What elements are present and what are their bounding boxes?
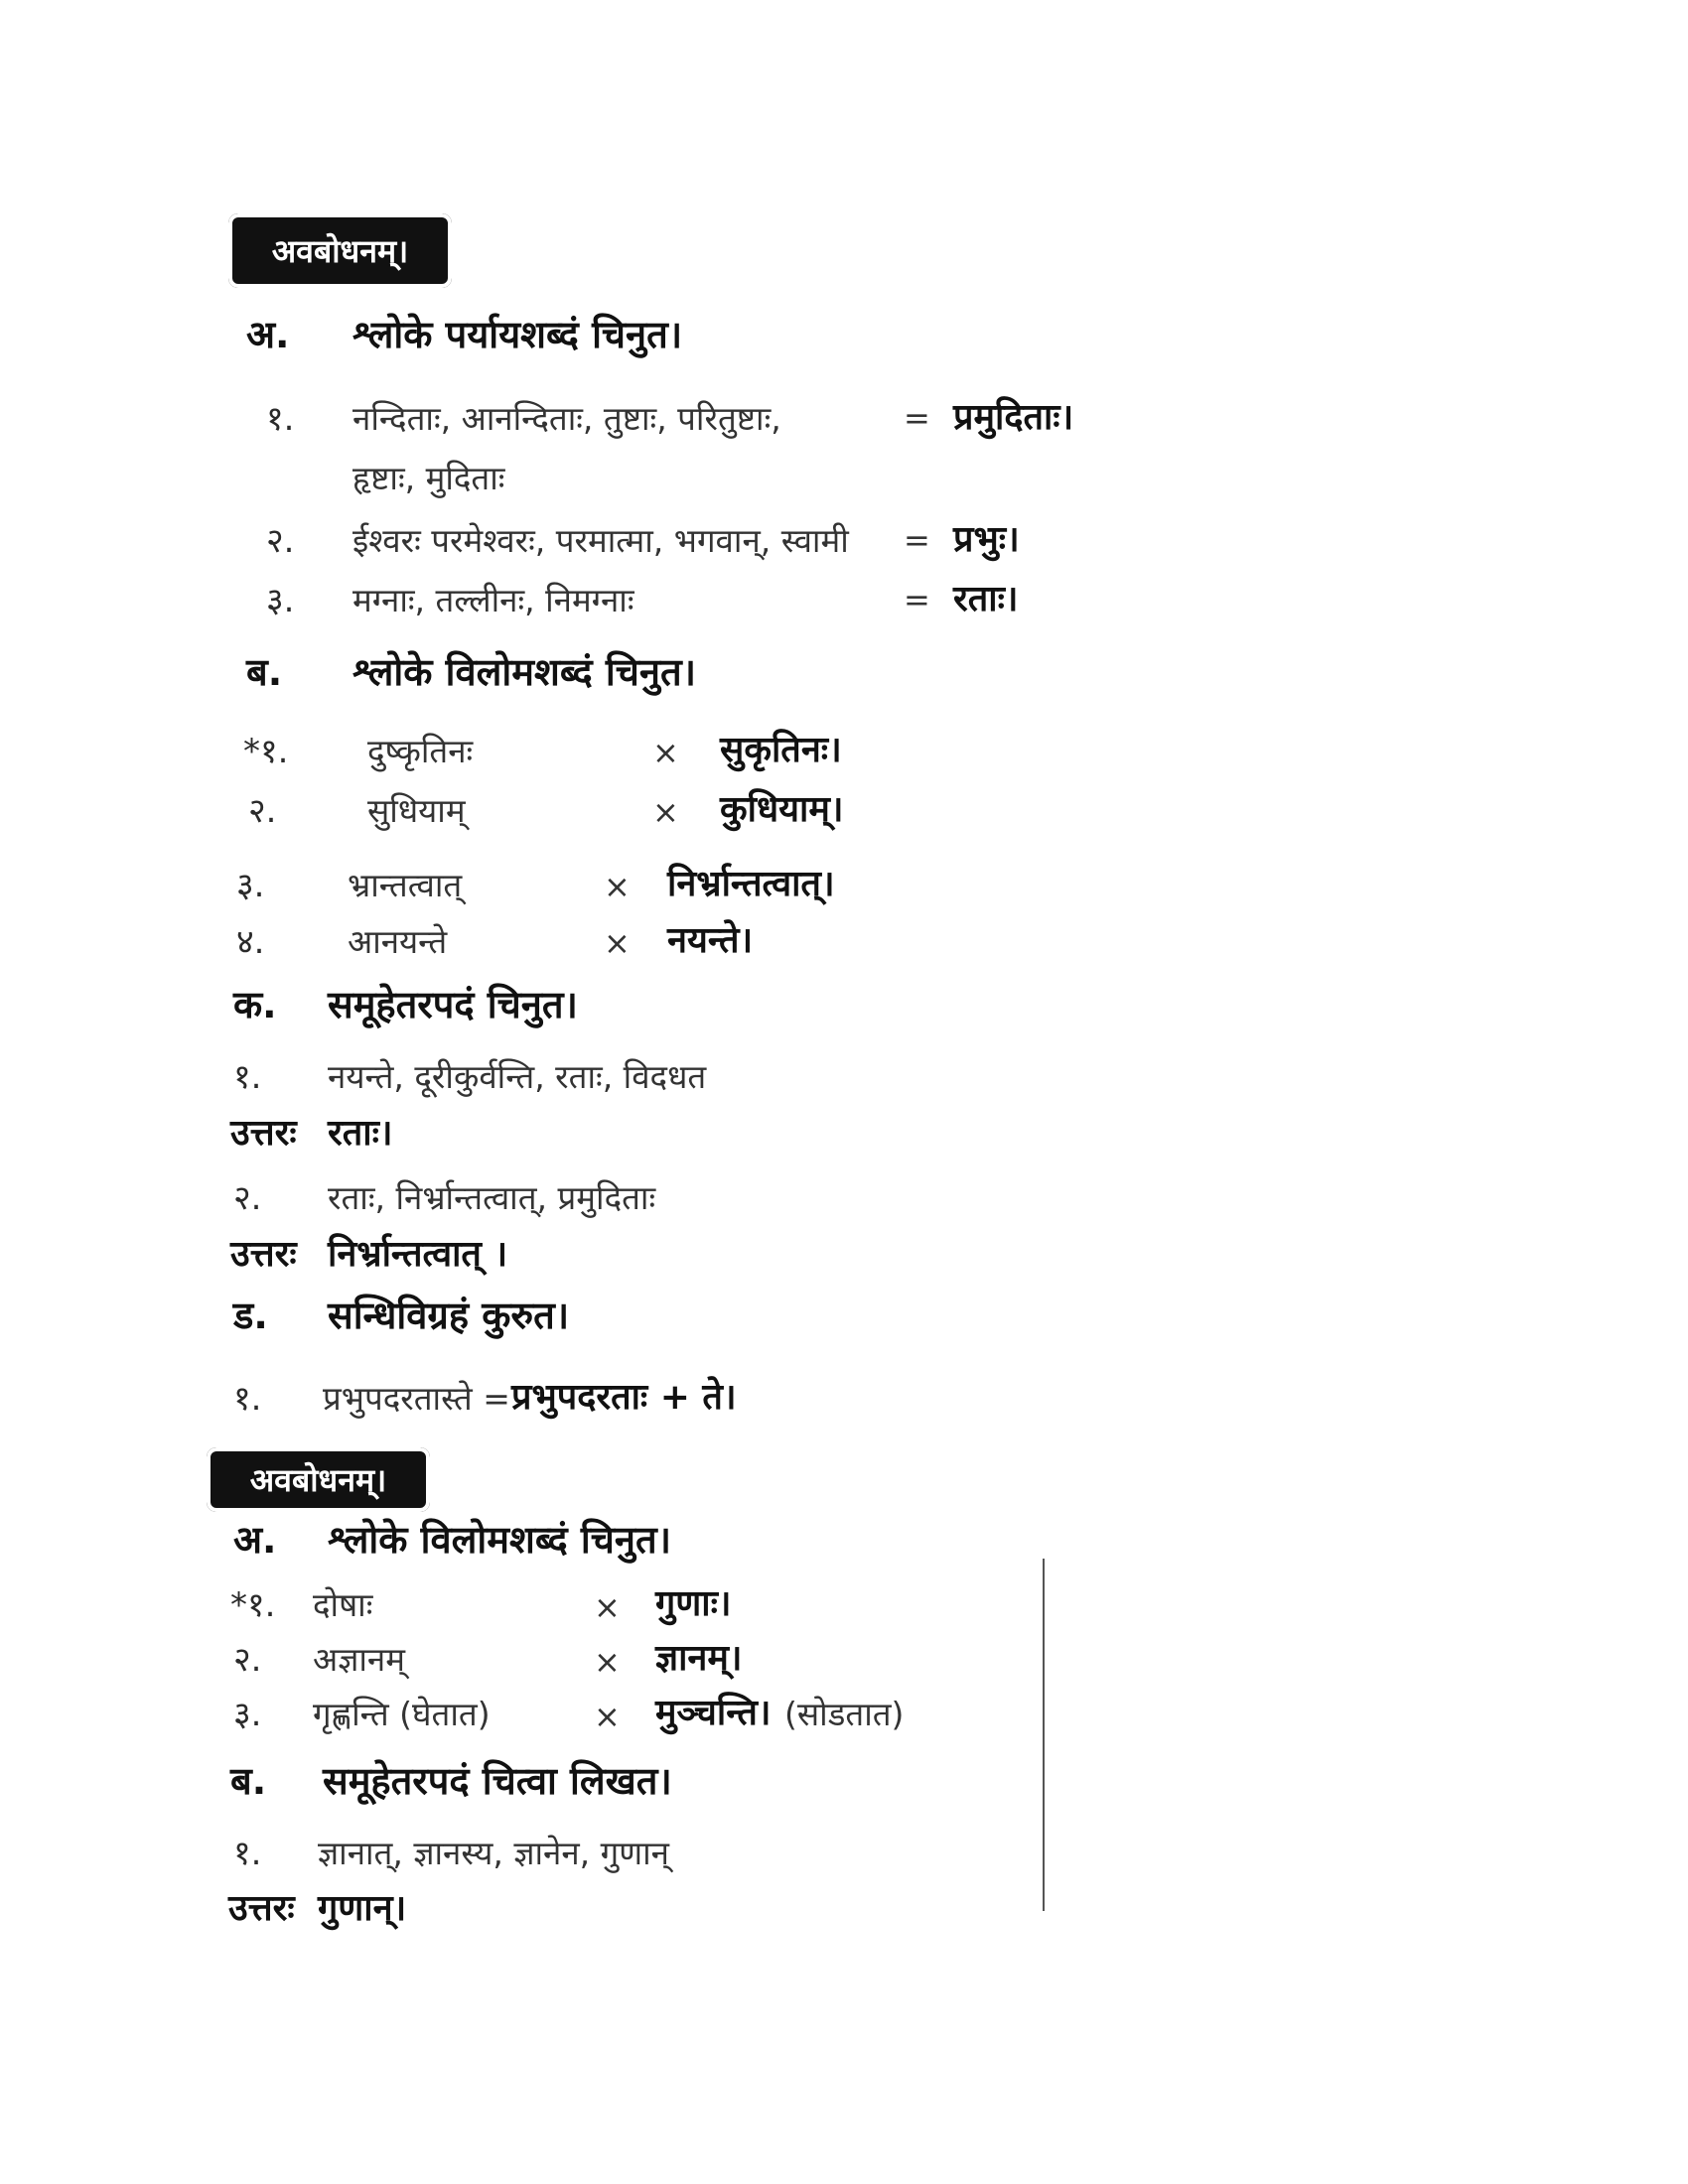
opposite-sign: × bbox=[604, 868, 631, 905]
equals-sign: = bbox=[904, 521, 930, 559]
item-answer: सुकृतिनः। bbox=[720, 730, 842, 770]
margin-line bbox=[1043, 1559, 1045, 1911]
item-answer: मुञ्चन्ति। bbox=[655, 1693, 772, 1733]
question-label: क. bbox=[233, 983, 277, 1026]
item-answer: प्रभुः। bbox=[953, 519, 1020, 560]
item-number: २. bbox=[266, 521, 295, 561]
item-word: अज्ञानम् bbox=[313, 1640, 405, 1679]
item-text: रताः, निर्भ्रान्तत्वात्, प्रमुदिताः bbox=[328, 1178, 656, 1217]
item-text-continued: हृष्टाः, मुदिताः bbox=[352, 459, 505, 497]
item-text: नन्दिताः, आनन्दिताः, तुष्टाः, परितुष्टाः, bbox=[352, 399, 781, 438]
item-number: १. bbox=[233, 1379, 262, 1419]
item-number: *१. bbox=[243, 732, 289, 771]
question-heading: समूहेतरपदं चिनुत। bbox=[328, 983, 578, 1026]
item-number: १. bbox=[233, 1834, 262, 1873]
answer-label: उत्तरः bbox=[230, 1113, 297, 1154]
question-label: अ. bbox=[246, 313, 290, 356]
section-badge: अवबोधनम्। bbox=[228, 213, 452, 288]
item-word: सुधियाम् bbox=[367, 791, 466, 830]
item-number: ३. bbox=[236, 866, 265, 905]
question-heading: श्लोके पर्यायशब्दं चिनुत। bbox=[352, 313, 683, 356]
item-text: प्रभुपदरतास्ते = bbox=[323, 1379, 510, 1418]
item-word: भ्रान्तत्वात् bbox=[348, 866, 463, 904]
opposite-sign: × bbox=[594, 1588, 621, 1626]
item-answer: गुणान्। bbox=[318, 1888, 407, 1929]
item-number: २. bbox=[248, 791, 277, 831]
opposite-sign: × bbox=[604, 924, 631, 962]
item-number: *१. bbox=[230, 1585, 276, 1625]
opposite-sign: × bbox=[594, 1698, 621, 1735]
item-number: २. bbox=[233, 1640, 262, 1680]
item-number: ३. bbox=[266, 581, 295, 620]
answer-label: उत्तरः bbox=[228, 1888, 295, 1929]
item-number: १. bbox=[233, 1057, 262, 1097]
item-text: नयन्ते, दूरीकुर्वन्ति, रताः, विदधत bbox=[328, 1057, 707, 1096]
item-answer: निर्भ्रान्तत्वात्। bbox=[667, 864, 835, 904]
equals-sign: = bbox=[904, 581, 930, 618]
item-word: आनयन्ते bbox=[348, 922, 448, 961]
item-word: गृह्णन्ति (घेतात) bbox=[313, 1695, 491, 1733]
equals-sign: = bbox=[904, 399, 930, 437]
item-answer: प्रमुदिताः। bbox=[953, 397, 1074, 438]
item-answer: प्रभुपदरताः + ते। bbox=[511, 1377, 737, 1418]
question-label: ब. bbox=[246, 650, 283, 694]
opposite-sign: × bbox=[594, 1643, 621, 1681]
question-label: ब. bbox=[230, 1759, 267, 1803]
item-answer: कुधियाम्। bbox=[720, 789, 844, 830]
opposite-sign: × bbox=[652, 734, 679, 771]
question-label: अ. bbox=[233, 1518, 277, 1562]
question-heading: समूहेतरपदं चित्वा लिखत। bbox=[323, 1759, 672, 1803]
opposite-sign: × bbox=[652, 793, 679, 831]
item-text: ज्ञानात्, ज्ञानस्य, ज्ञानेन, गुणान् bbox=[318, 1834, 669, 1872]
section-badge: अवबोधनम्। bbox=[207, 1447, 430, 1512]
question-heading: सन्धिविग्रहं कुरुत। bbox=[328, 1294, 570, 1337]
item-answer: निर्भ्रान्तत्वात् । bbox=[328, 1234, 508, 1275]
item-answer: ज्ञानम्। bbox=[655, 1638, 743, 1679]
item-answer: गुणाः। bbox=[655, 1583, 732, 1624]
item-answer: रताः। bbox=[328, 1113, 393, 1154]
question-label: ड. bbox=[233, 1294, 268, 1337]
item-word: दोषाः bbox=[313, 1585, 373, 1624]
item-note: (सोडतात) bbox=[784, 1695, 905, 1733]
item-number: ३. bbox=[233, 1695, 262, 1734]
item-text: मग्नाः, तल्लीनः, निमग्नाः bbox=[352, 581, 634, 619]
item-answer: नयन्ते। bbox=[667, 920, 754, 961]
answer-label: उत्तरः bbox=[230, 1234, 297, 1275]
item-number: १. bbox=[266, 399, 295, 439]
item-answer: रताः। bbox=[953, 579, 1019, 619]
item-word: दुष्कृतिनः bbox=[367, 732, 474, 770]
question-heading: श्लोके विलोमशब्दं चिनुत। bbox=[352, 650, 697, 694]
item-number: २. bbox=[233, 1178, 262, 1218]
item-number: ४. bbox=[236, 922, 265, 962]
item-text: ईश्वरः परमेश्वरः, परमात्मा, भगवान्, स्वामी bbox=[352, 521, 849, 560]
question-heading: श्लोके विलोमशब्दं चिनुत। bbox=[328, 1518, 672, 1562]
